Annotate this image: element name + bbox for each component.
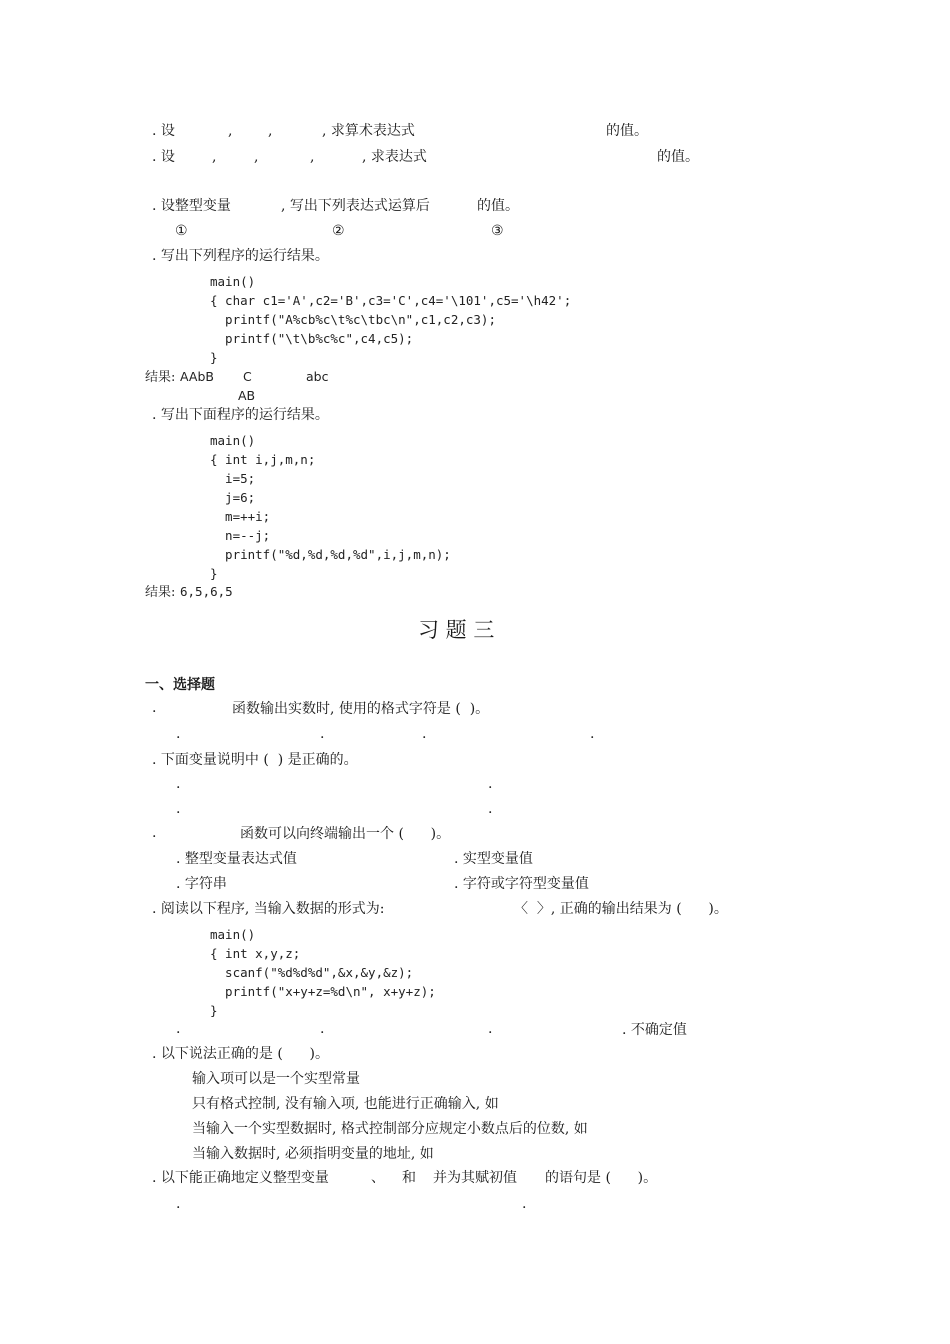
result-1-value: abc: [306, 369, 329, 384]
result-1-value: C: [243, 369, 252, 384]
code-line: main(): [210, 433, 256, 448]
code-line: { int i,j,m,n;: [210, 452, 316, 467]
code-line: n=--j;: [210, 528, 271, 543]
mc-option-d: . 不确定值: [622, 1022, 687, 1038]
code-line: printf("x+y+z=%d\n", x+y+z);: [210, 984, 436, 999]
mc-question-6-end: 的语句是 ( )。: [545, 1170, 658, 1186]
option-dot: .: [320, 726, 325, 742]
question-dot: .: [152, 700, 157, 716]
code-line: main(): [210, 927, 256, 942]
option-dot: .: [176, 1196, 181, 1212]
mc-question-1: 函数输出实数时, 使用的格式字符是 ( )。: [232, 701, 490, 717]
mc-option-c: . 字符串: [176, 876, 227, 892]
code-line: }: [210, 1003, 218, 1018]
code-line: { int x,y,z;: [210, 946, 301, 961]
result-1-value: AAbB: [180, 369, 214, 384]
option-dot: .: [176, 726, 181, 742]
result-2-label: 结果:: [145, 585, 176, 600]
question-set-b-value: 的值。: [657, 149, 699, 165]
question-set-b: . 设: [152, 149, 175, 165]
circled-number-2: ②: [332, 223, 345, 239]
code-line: scanf("%d%d%d",&x,&y,&z);: [210, 965, 414, 980]
option-dot: .: [488, 776, 493, 792]
mc-question-5: . 以下说法正确的是 ( )。: [152, 1046, 329, 1062]
result-2-value: 6,5,6,5: [180, 584, 233, 599]
code-line: }: [210, 566, 218, 581]
mc-question-6-and: 和: [402, 1170, 416, 1186]
option-dot: .: [176, 1021, 181, 1037]
section-heading: 一、选择题: [145, 677, 215, 693]
question-program-2: . 写出下面程序的运行结果。: [152, 407, 329, 423]
question-int-var: . 设整型变量: [152, 198, 231, 214]
code-line: { char c1='A',c2='B',c3='C',c4='\101',c5='\h42';: [210, 293, 572, 308]
mc-option-b: . 实型变量值: [454, 851, 533, 867]
mc-question-4: . 阅读以下程序, 当输入数据的形式为:: [152, 901, 385, 917]
mc-question-6-sep: 、: [371, 1170, 385, 1186]
code-line: printf("A%cb%c\t%c\tbc\n",c1,c2,c3);: [210, 312, 496, 327]
mc-option-c: 当输入一个实型数据时, 格式控制部分应规定小数点后的位数, 如: [192, 1121, 588, 1137]
question-set-a-tail: , 求算术表达式: [322, 123, 415, 139]
question-set-a-value: 的值。: [606, 123, 648, 139]
mc-option-d: . 字符或字符型变量值: [454, 876, 589, 892]
code-line: printf("%d,%d,%d,%d",i,j,m,n);: [210, 547, 451, 562]
code-line: j=6;: [210, 490, 256, 505]
mc-question-4-tail: 〈 〉, 正确的输出结果为 ( )。: [514, 901, 728, 917]
code-line: }: [210, 350, 218, 365]
circled-number-1: ①: [175, 223, 188, 239]
question-set-a-comma: ,: [228, 123, 233, 139]
code-line: printf("\t\b%c%c",c4,c5);: [210, 331, 414, 346]
option-dot: .: [488, 1021, 493, 1037]
question-set-b-comma: ,: [254, 149, 259, 165]
option-dot: .: [320, 1021, 325, 1037]
mc-option-b: 只有格式控制, 没有输入项, 也能进行正确输入, 如: [192, 1096, 499, 1112]
option-dot: .: [176, 776, 181, 792]
question-int-var-value: 的值。: [477, 198, 519, 214]
code-line: m=++i;: [210, 509, 271, 524]
mc-question-6: . 以下能正确地定义整型变量: [152, 1170, 329, 1186]
question-dot: .: [152, 825, 157, 841]
mc-question-6-tail: 并为其赋初值: [433, 1170, 517, 1186]
question-set-b-comma: ,: [310, 149, 315, 165]
mc-option-d: 当输入数据时, 必须指明变量的地址, 如: [192, 1146, 434, 1162]
question-set-a-comma: ,: [268, 123, 273, 139]
option-dot: .: [488, 801, 493, 817]
chapter-title: 习 题 三: [418, 618, 495, 642]
question-set-a: . 设: [152, 123, 175, 139]
question-program-1: . 写出下列程序的运行结果。: [152, 248, 329, 264]
option-dot: .: [522, 1196, 527, 1212]
result-1-label: 结果:: [145, 370, 176, 385]
circled-number-3: ③: [491, 223, 504, 239]
question-int-var-tail: , 写出下列表达式运算后: [281, 198, 430, 214]
mc-option-a: . 整型变量表达式值: [176, 851, 297, 867]
question-set-b-tail: , 求表达式: [362, 149, 427, 165]
question-set-b-comma: ,: [212, 149, 217, 165]
mc-question-2: . 下面变量说明中 ( ) 是正确的。: [152, 752, 358, 768]
mc-option-a: 输入项可以是一个实型常量: [192, 1071, 360, 1087]
code-line: main(): [210, 274, 256, 289]
result-1-value: AB: [238, 388, 256, 403]
option-dot: .: [176, 801, 181, 817]
code-line: i=5;: [210, 471, 256, 486]
mc-question-3: 函数可以向终端输出一个 ( )。: [240, 826, 451, 842]
option-dot: .: [422, 726, 427, 742]
option-dot: .: [590, 726, 595, 742]
